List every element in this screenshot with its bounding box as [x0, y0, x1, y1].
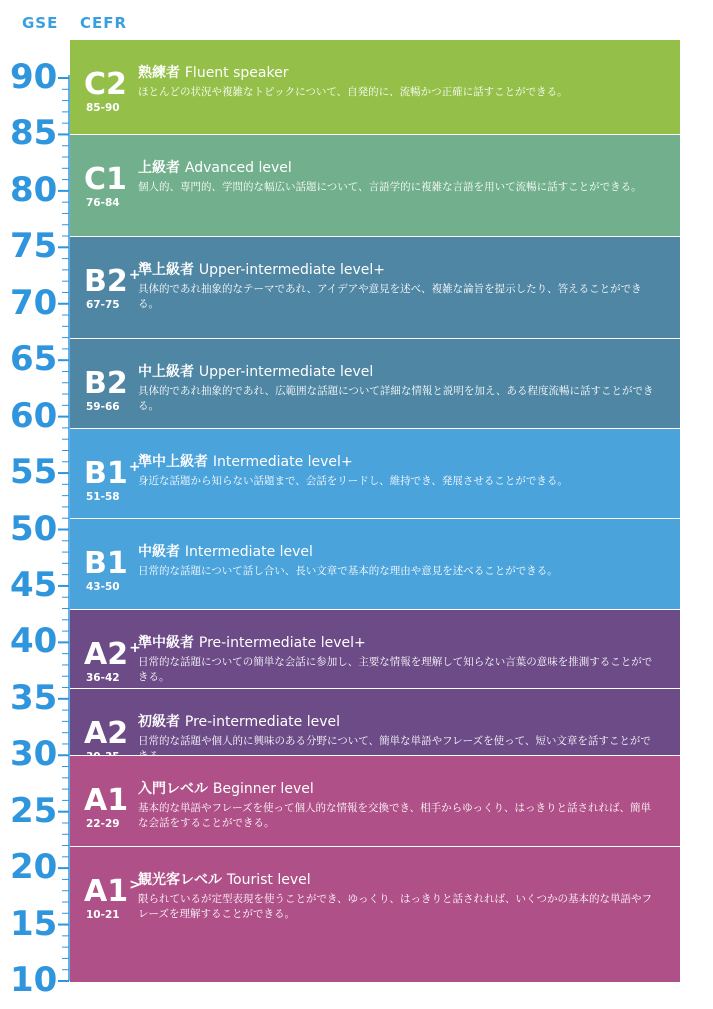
gse-range: 67-75 [86, 299, 120, 312]
cefr-level-band [70, 135, 680, 236]
gse-scale-label: 10 [10, 960, 58, 1000]
cefr-code [84, 546, 128, 582]
level-title [138, 778, 314, 798]
cefr-level-band [70, 519, 680, 608]
cefr-code-text: A2 [84, 636, 129, 672]
cefr-level-band [70, 237, 680, 338]
level-title [138, 632, 366, 652]
level-title [138, 259, 385, 279]
level-title [138, 541, 313, 561]
cefr-code [84, 162, 127, 198]
gse-scale-label: 65 [10, 339, 58, 380]
level-description: 限られているが定型表現を使うことができ、ゆっくり、はっきりと話されれば、いくつかの基本的な単語やフレーズを理解することができる。 [138, 892, 652, 920]
cefr-level-band [70, 429, 680, 518]
cefr-code-modifier: + [128, 458, 141, 475]
cefr-code [84, 365, 128, 401]
cefr-level-band [70, 689, 680, 756]
cefr-header: CEFR [80, 14, 128, 32]
cefr-level-band [70, 847, 680, 982]
gse-scale-label: 45 [10, 564, 58, 605]
level-description: 基本的な単語やフレーズを使って個人的な情報を交換でき、相手からゆっくり、はっきりと話されれば、簡単な会話をすることができる。 [138, 802, 652, 830]
level-title [138, 711, 340, 731]
cefr-code-text: A1 [84, 783, 129, 819]
cefr-code-text: C1 [84, 162, 127, 198]
level-title [138, 157, 292, 177]
cefr-code [84, 715, 129, 751]
cefr-code [84, 783, 129, 819]
level-title-jp: 入門レベル [138, 781, 208, 798]
gse-range: 85-90 [86, 102, 120, 114]
gse-scale-label: 85 [10, 113, 58, 154]
level-title-en: Pre-intermediate level [184, 713, 341, 730]
gse-scale-label: 75 [10, 226, 58, 267]
cefr-code-text: B1 [84, 546, 128, 582]
level-title-jp: 準上級者 [138, 262, 194, 279]
level-title-en: Intermediate level+ [212, 453, 353, 470]
gse-range: 76-84 [86, 197, 120, 210]
level-title-jp: 準中上級者 [138, 453, 208, 470]
cefr-code [84, 67, 127, 102]
gse-scale-label: 15 [10, 903, 58, 944]
level-title-jp: 初級者 [138, 713, 180, 730]
level-description: 具体的であれ抽象的なテーマであれ、アイデアや意見を述べ、複雑な論旨を提示したり、答えることができる。 [138, 283, 642, 311]
level-title-jp: 中級者 [138, 544, 180, 561]
cefr-code-text: A1 [84, 873, 129, 909]
level-title-en: Intermediate level [184, 544, 313, 561]
gse-scale-label: 90 [10, 57, 58, 97]
gse-range: 43-50 [86, 581, 120, 594]
gse-scale-label: 60 [10, 395, 58, 436]
level-title [138, 361, 373, 381]
gse-scale-label: 30 [10, 734, 58, 775]
gse-range: 51-58 [86, 490, 120, 503]
cefr-code-modifier: > [129, 876, 141, 893]
level-title-jp: 熟練者 [138, 65, 180, 81]
gse-scale-label: 35 [10, 677, 58, 718]
level-title [138, 451, 353, 471]
level-description: 日常的な話題についての簡単な会話に参加し、主要な情報を理解して知らない言葉の意味を推測することができる。 [138, 655, 653, 683]
cefr-code [84, 455, 141, 491]
cefr-level-band [70, 339, 680, 428]
gse-scale-label: 40 [10, 621, 58, 662]
gse-scale-label: 25 [10, 790, 58, 831]
cefr-code-modifier: + [129, 639, 141, 656]
gse-scale-label: 50 [10, 508, 58, 549]
level-title-jp: 観光客レベル [138, 871, 222, 888]
level-title-en: Advanced level [184, 160, 292, 177]
cefr-code-text: B2 [84, 365, 128, 401]
gse-scale-label: 55 [10, 452, 58, 493]
cefr-code-text: A2 [84, 715, 129, 751]
gse-range: 10-21 [86, 908, 120, 921]
gse-header: GSE [22, 14, 59, 32]
cefr-level-band [70, 756, 680, 845]
cefr-code [84, 636, 141, 672]
gse-range: 59-66 [86, 400, 120, 413]
gse-scale-label: 70 [10, 282, 58, 323]
level-title-jp: 中上級者 [138, 363, 194, 380]
cefr-code [84, 264, 141, 300]
level-title-en: Upper-intermediate level+ [198, 262, 385, 279]
cefr-code-text: B2 [84, 264, 128, 300]
level-title-en: Upper-intermediate level [198, 363, 374, 380]
level-description: 日常的な話題について話し合い、長い文章で基本的な理由や意見を述べることができる。 [138, 565, 558, 578]
level-title-en: Fluent speaker [184, 65, 289, 81]
level-title-jp: 準中級者 [138, 634, 194, 651]
level-title [138, 869, 311, 889]
level-description: 具体的であれ抽象的であれ、広範囲な話題について詳細な情報と説明を加え、ある程度流暢に話すことができる。 [138, 384, 654, 412]
cefr-code-text: C2 [84, 67, 127, 102]
cefr-level-band [70, 610, 680, 688]
gse-scale-label: 80 [10, 169, 58, 210]
level-title-en: Beginner level [212, 781, 314, 798]
gse-range: 36-42 [86, 671, 120, 684]
level-description: ほとんどの状況や複雑なトピックについて、自発的に、流暢かつ正確に話すことができる。 [138, 86, 568, 98]
level-description: 個人的、専門的、学問的な幅広い話題について、言語学的に複雑な言語を用いて流暢に話すことができる。 [138, 181, 642, 194]
level-description: 日常的な話題や個人的に興味のある分野について、簡単な単語やフレーズを使って、短い文章を話すことがで [138, 734, 651, 747]
cefr-code [84, 873, 141, 909]
cefr-code-modifier: + [128, 267, 141, 284]
level-title-en: Pre-intermediate level+ [198, 634, 366, 651]
gse-range: 22-29 [86, 818, 120, 831]
cefr-level-band [70, 40, 680, 134]
level-title [138, 62, 288, 82]
gse-scale-label: 20 [10, 847, 58, 888]
cefr-code-text: B1 [84, 455, 128, 491]
level-description: 身近な話題から知らない話題まで、会話をリードし、維持でき、発展させることができる。 [138, 474, 568, 487]
level-title-en: Tourist level [226, 871, 311, 888]
level-title-jp: 上級者 [138, 160, 180, 177]
